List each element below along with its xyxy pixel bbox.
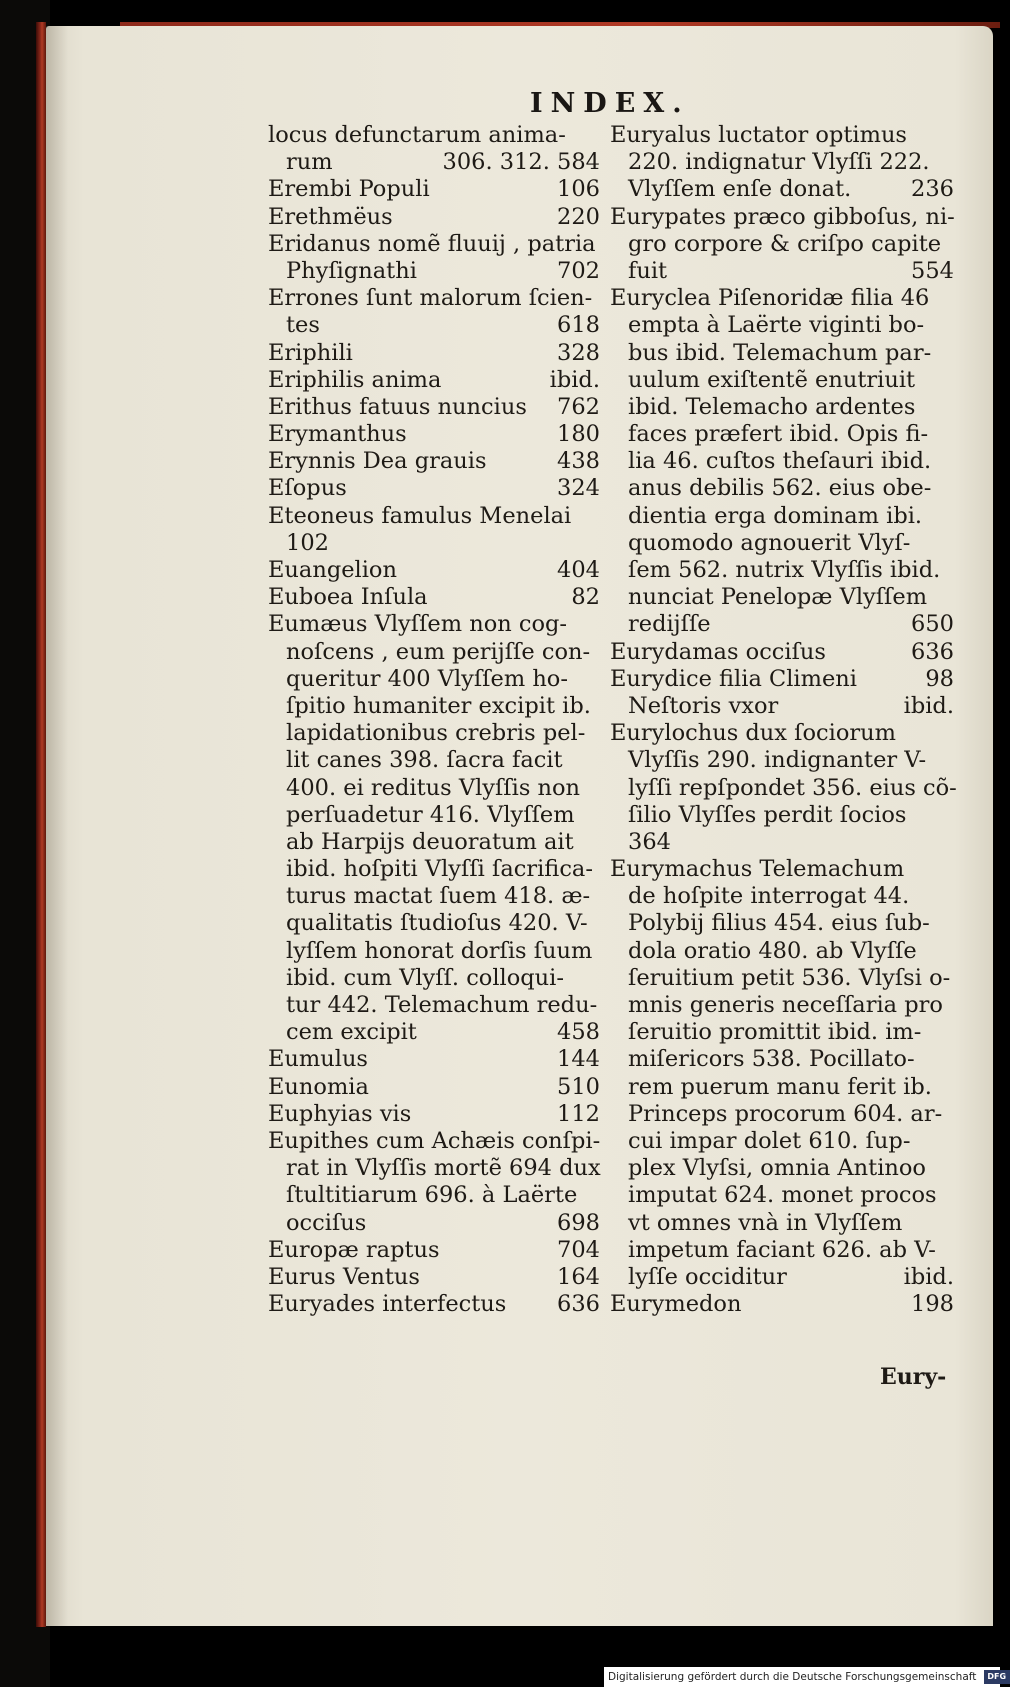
index-entry-line <box>610 258 954 285</box>
entry-text: lit canes 398. ſacra facit <box>286 747 563 774</box>
entry-text: Eupithes cum Achæis conſpi- <box>268 1127 601 1154</box>
entry-text: rem puerum manu ferit ib. <box>628 1073 932 1100</box>
index-entry-line <box>268 258 600 285</box>
index-entry-line <box>268 367 600 394</box>
entry-text: Eumæus Vlyſſem non cog- <box>268 611 568 638</box>
entry-text: Eurymachus Telemachum <box>610 856 905 883</box>
entry-text: Euphyias vis <box>268 1100 412 1127</box>
index-entry-line <box>268 530 600 557</box>
page-reference: ibid. <box>549 366 600 393</box>
index-entry-line <box>268 992 600 1019</box>
entry-text: lyſſe occiditur <box>628 1263 787 1290</box>
index-entry-line <box>268 1182 600 1209</box>
entry-text: cui impar dolet 610. ſup- <box>628 1127 911 1154</box>
entry-text: Eurydice filia Climeni <box>610 665 857 692</box>
page-reference: 636 <box>557 1291 600 1318</box>
index-entry-line <box>268 475 600 502</box>
page-reference: 650 <box>911 611 954 638</box>
index-entry-line <box>610 530 954 557</box>
entry-text: Eunomia <box>268 1073 369 1100</box>
entry-text: Eurypates præco gibboſus, ni- <box>610 203 955 230</box>
index-entry-line <box>268 802 600 829</box>
page-reference: 438 <box>557 448 600 475</box>
entry-text: qualitatis ſtudioſus 420. V- <box>286 910 588 937</box>
index-entry-line <box>610 1182 954 1209</box>
index-entry-line <box>610 1046 954 1073</box>
entry-text: 220. indignatur Vlyſſi 222. <box>628 149 930 176</box>
entry-text: Eumulus <box>268 1046 368 1073</box>
index-entry-line <box>268 149 600 176</box>
entry-text: empta à Laërte viginti bo- <box>628 312 925 339</box>
page-reference: 702 <box>557 257 600 284</box>
entry-text: Eriphilis anima <box>268 366 442 393</box>
index-entry-line <box>268 829 600 856</box>
page-reference: 306. 312. 584 <box>442 149 600 176</box>
index-entry-line <box>268 747 600 774</box>
index-entry-line <box>610 1291 954 1318</box>
index-entry-line <box>610 639 954 666</box>
index-entry-line <box>610 448 954 475</box>
entry-text: vt omnes vnà in Vlyſſem <box>628 1209 903 1236</box>
entry-text: ſem 562. nutrix Vlyſſis ibid. <box>628 557 941 583</box>
footer-text: Digitalisierung gefördert durch die Deutsche Forschungsgemeinschaft <box>608 1671 977 1683</box>
page-reference: 112 <box>557 1100 600 1127</box>
entry-text: Erithus fatuus nuncius <box>268 393 527 420</box>
index-entry-line <box>610 204 954 231</box>
index-entry-line <box>610 666 954 693</box>
index-entry-line <box>268 285 600 312</box>
index-entry-line <box>610 285 954 312</box>
entry-text: ſeruitium petit 536. Vlyſsi o- <box>628 964 951 991</box>
entry-text: Eſopus <box>268 475 347 502</box>
entry-text: faces præfert ibid. Opis fi- <box>628 421 929 448</box>
entry-text: 364 <box>628 828 671 855</box>
entry-text: lapidationibus crebris pel- <box>286 720 586 747</box>
page-reference: 236 <box>911 176 954 203</box>
page-reference: 458 <box>557 1019 600 1046</box>
page-reference: 404 <box>557 557 600 583</box>
entry-text: locus defunctarum anima- <box>268 122 566 148</box>
page-reference: 324 <box>557 475 600 502</box>
index-entry-line <box>268 503 600 530</box>
page-reference: 510 <box>557 1073 600 1100</box>
index-entry-line <box>610 1155 954 1182</box>
index-entry-line <box>610 856 954 883</box>
entry-text: perſuadetur 416. Vlyſſem <box>286 801 575 828</box>
index-entry-line <box>268 122 600 149</box>
entry-text: Neſtoris vxor <box>628 692 779 719</box>
index-entry-line <box>610 1264 954 1291</box>
index-entry-line <box>268 938 600 965</box>
index-entry-line <box>268 639 600 666</box>
entry-text: Vlyſſem enſe donat. <box>628 176 852 203</box>
catchword: Eury- <box>880 1364 947 1390</box>
entry-text: impetum faciant 626. ab V- <box>628 1236 936 1263</box>
red-page-edge <box>36 22 46 1627</box>
page-reference: 636 <box>911 638 954 665</box>
index-entry-line <box>268 1046 600 1073</box>
entry-text: bus ibid. Telemachum par- <box>628 339 932 366</box>
index-entry-line <box>610 774 957 802</box>
index-entry-line <box>268 666 600 693</box>
page-reference: 554 <box>911 257 954 284</box>
index-entry-line <box>268 557 600 584</box>
index-entry-line <box>610 1074 954 1101</box>
entry-text: Eurus Ventus <box>268 1263 420 1290</box>
index-entry-line <box>610 584 954 611</box>
index-column-right <box>610 122 957 1318</box>
index-entry-line <box>610 1237 954 1264</box>
index-entry-line <box>268 720 600 747</box>
index-entry-line <box>610 965 954 992</box>
entry-text: dientia erga dominam ibi. <box>628 502 923 529</box>
entry-text: rum <box>286 149 333 176</box>
entry-text: ſeruitio promittit ibid. im- <box>628 1019 922 1046</box>
entry-text: de hoſpite interrogat 44. <box>628 883 910 910</box>
entry-text: Euangelion <box>268 557 397 583</box>
entry-text: ſilio Vlyſſes perdit ſocios <box>628 801 907 828</box>
entry-text: anus debilis 562. eius obe- <box>628 475 932 502</box>
entry-text: lyſſem honorat dorſis ſuum <box>286 937 593 964</box>
entry-text: Europæ raptus <box>268 1236 440 1263</box>
page-reference: 198 <box>911 1291 954 1318</box>
entry-text: Euryclea Piſenoridæ filia 46 <box>610 285 930 312</box>
index-entry-line <box>610 802 954 829</box>
page-reference: 704 <box>557 1236 600 1263</box>
index-entry-line <box>268 693 600 720</box>
index-entry-line <box>268 231 600 258</box>
entry-text: Erynnis Dea grauis <box>268 448 487 475</box>
entry-text: Phyſignathi <box>286 257 417 284</box>
index-entry-line <box>268 856 600 883</box>
index-entry-line <box>610 938 954 965</box>
entry-text: quomodo agnouerit Vlyſ- <box>628 529 911 556</box>
page-reference: ibid. <box>903 692 954 719</box>
index-entry-line <box>610 149 954 176</box>
entry-text: cem excipit <box>286 1019 417 1046</box>
index-entry-line <box>610 910 954 937</box>
index-entry-line <box>610 693 954 720</box>
entry-text: Erembi Populi <box>268 176 430 203</box>
entry-text: ibid. hoſpiti Vlyſſi ſacrifica- <box>286 856 593 883</box>
index-column-left <box>268 122 600 1318</box>
entry-text: ſpitio humaniter excipit ib. <box>286 692 591 719</box>
entry-text: Eurymedon <box>610 1291 742 1318</box>
entry-text: tur 442. Telemachum redu- <box>286 992 598 1018</box>
page-reference: 106 <box>557 176 600 203</box>
digitization-footer <box>604 1667 1007 1687</box>
page-reference: 762 <box>557 393 600 420</box>
entry-text: ibid. Telemacho ardentes <box>628 393 916 420</box>
index-entry-line <box>610 367 954 394</box>
entry-text: Princeps procorum 604. ar- <box>628 1100 943 1127</box>
index-entry-line <box>610 611 954 638</box>
entry-text: gro corpore & criſpo capite <box>628 230 942 257</box>
entry-text: 400. ei reditus Vlyſſis non <box>286 774 581 801</box>
entry-text: noſcens , eum perijſſe con- <box>286 638 591 665</box>
entry-text: Eriphili <box>268 339 353 366</box>
entry-text: nunciat Penelopæ Vlyſſem <box>628 584 928 611</box>
entry-text: plex Vlyſsi, omnia Antinoo <box>628 1155 926 1182</box>
entry-text: Erymanthus <box>268 421 407 448</box>
index-entry-line <box>268 584 600 611</box>
index-entry-line <box>610 475 954 502</box>
entry-text: miſericors 538. Pocillato- <box>628 1046 915 1073</box>
page-reference: 180 <box>557 421 600 448</box>
index-entry-line <box>610 340 954 367</box>
index-entry-line <box>268 965 600 992</box>
entry-text: ab Harpijs deuoratum ait <box>286 828 574 855</box>
entry-text: fuit <box>628 257 668 284</box>
entry-text: Vlyſſis 290. indignanter V- <box>628 747 927 774</box>
index-entry-line <box>268 312 600 339</box>
index-entry-line <box>268 394 600 421</box>
index-entry-line <box>268 421 600 448</box>
entry-text: Eurydamas occiſus <box>610 638 826 665</box>
index-entry-line <box>268 1155 600 1182</box>
index-entry-line <box>610 1101 954 1128</box>
index-entry-line <box>268 1128 600 1155</box>
entry-text: Polybij filius 454. eius ſub- <box>628 910 930 937</box>
index-entry-line <box>268 176 600 203</box>
entry-text: Errones ſunt malorum ſcien- <box>268 285 593 312</box>
index-entry-line <box>268 883 600 910</box>
entry-text: 102 <box>286 529 329 556</box>
index-entry-line <box>610 1128 954 1155</box>
index-entry-line <box>610 747 954 774</box>
entry-text: turus mactat ſuem 418. æ- <box>286 883 591 910</box>
entry-text: uulum exiſtentẽ enutriuit <box>628 366 916 393</box>
entry-text: lyſſi repſpondet 356. eius cõ- <box>628 774 957 801</box>
index-entry-line <box>610 421 954 448</box>
page-reference: ibid. <box>903 1263 954 1290</box>
index-entry-line <box>610 503 954 530</box>
entry-text: rat in Vlyſſis mortẽ 694 dux <box>286 1155 601 1182</box>
dfg-logo: DFG <box>984 1670 1010 1684</box>
entry-text: imputat 624. monet procos <box>628 1182 937 1209</box>
entry-text: redijſſe <box>628 611 711 638</box>
index-entry-line <box>268 1291 600 1318</box>
index-entry-line <box>268 1237 600 1264</box>
index-entry-line <box>268 1074 600 1101</box>
index-entry-line <box>610 176 954 203</box>
page-reference: 220 <box>557 203 600 230</box>
page-reference: 164 <box>557 1263 600 1290</box>
index-entry-line <box>268 611 600 638</box>
page-reference: 98 <box>925 665 954 692</box>
index-entry-line <box>610 312 954 339</box>
entry-text: Erethmëus <box>268 203 393 230</box>
index-entry-line <box>268 1019 600 1046</box>
index-entry-line <box>610 883 954 910</box>
index-entry-line <box>268 1101 600 1128</box>
index-entry-line <box>610 394 954 421</box>
entry-text: lia 46. cuſtos theſauri ibid. <box>628 448 932 475</box>
index-entry-line <box>268 448 600 475</box>
index-entry-line <box>610 829 954 856</box>
entry-text: ſtultitiarum 696. à Laërte <box>286 1182 578 1209</box>
entry-text: Eurylochus dux ſociorum <box>610 720 896 747</box>
page-reference: 82 <box>571 584 600 611</box>
index-entry-line <box>268 204 600 231</box>
page-reference: 618 <box>557 312 600 339</box>
entry-text: Eridanus nomẽ fluuij , patria <box>268 230 596 257</box>
index-entry-line <box>268 1210 600 1237</box>
entry-text: queritur 400 Vlyſſem ho- <box>286 665 568 692</box>
entry-text: Eteoneus famulus Menelai <box>268 502 572 529</box>
page-reference: 144 <box>557 1046 600 1073</box>
index-entry-line <box>268 1264 600 1291</box>
entry-text: dola oratio 480. ab Vlyſſe <box>628 937 917 964</box>
index-entry-line <box>268 910 600 937</box>
entry-text: occiſus <box>286 1209 367 1236</box>
index-entry-line <box>268 340 600 367</box>
page-reference: 328 <box>557 339 600 366</box>
index-entry-line <box>610 1019 954 1046</box>
page-header: INDEX. <box>530 88 690 119</box>
entry-text: Euboea Inſula <box>268 584 428 611</box>
index-entry-line <box>610 720 954 747</box>
entry-text: Euryalus luctator optimus <box>610 122 907 148</box>
index-entry-line <box>610 1210 954 1237</box>
index-entry-line <box>610 992 954 1019</box>
index-entry-line <box>610 557 954 584</box>
index-entry-line <box>610 122 954 149</box>
page-reference: 698 <box>557 1209 600 1236</box>
index-entry-line <box>610 231 954 258</box>
entry-text: Euryades interfectus <box>268 1291 507 1318</box>
entry-text: tes <box>286 312 320 339</box>
entry-text: ibid. cum Vlyſſ. colloqui- <box>286 964 564 991</box>
entry-text: mnis generis neceſſaria pro <box>628 992 943 1018</box>
index-entry-line <box>268 775 600 802</box>
